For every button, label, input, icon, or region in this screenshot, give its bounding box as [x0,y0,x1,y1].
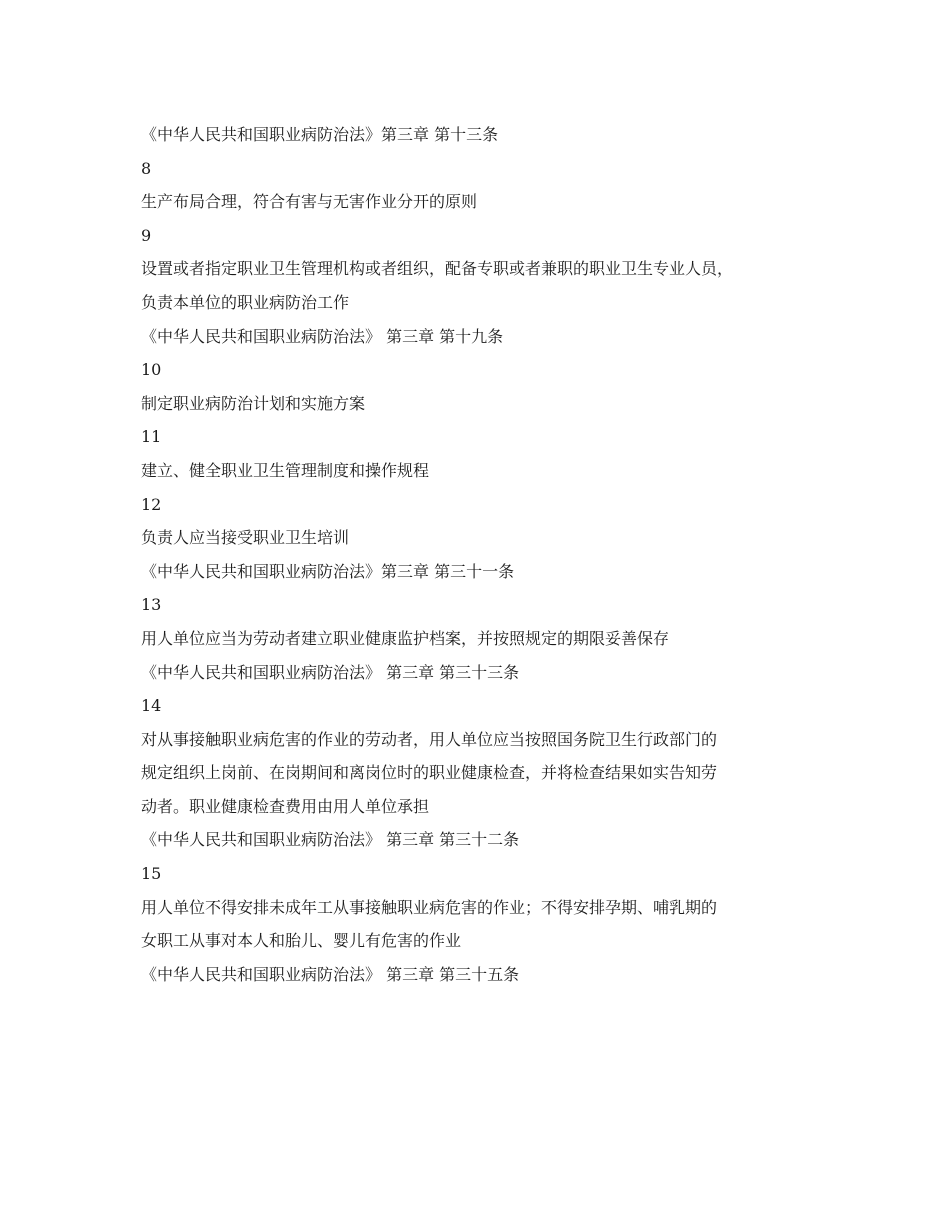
requirement-text: 建立、健全职业卫生管理制度和操作规程 [141,460,430,480]
requirement-text: 制定职业病防治计划和实施方案 [141,393,366,413]
item-number: 8 [141,158,152,178]
document-page [141,118,841,991]
requirement-text: 负责人应当接受职业卫生培训 [141,528,350,548]
item-number: 15 [141,864,162,884]
item-number: 10 [141,360,162,380]
law-citation: 《中华人民共和国职业病防治法》 第三章 第三十五条 [141,964,520,984]
law-citation: 《中华人民共和国职业病防治法》第三章 第三十一条 [141,561,515,581]
law-citation: 《中华人民共和国职业病防治法》 第三章 第十九条 [141,326,504,346]
item-number: 13 [141,595,162,615]
item-number: 9 [141,225,152,245]
law-citation: 《中华人民共和国职业病防治法》 第三章 第三十二条 [141,830,520,850]
item-number: 14 [141,696,162,716]
item-number: 11 [141,427,162,447]
item-number: 12 [141,494,162,514]
law-citation: 《中华人民共和国职业病防治法》 第三章 第三十三条 [141,662,520,682]
requirement-text: 设置或者指定职业卫生管理机构或者组织，配备专职或者兼职的职业卫生专业人员， [141,259,734,279]
law-citation: 《中华人民共和国职业病防治法》第三章 第十三条 [141,125,499,144]
requirement-text: 生产布局合理，符合有害与无害作业分开的原则 [141,192,478,212]
requirement-text: 用人单位不得安排未成年工从事接触职业病危害的作业；不得安排孕期、哺乳期的 [141,897,718,917]
requirement-text: 女职工从事对本人和胎儿、婴儿有危害的作业 [141,931,462,951]
requirement-text: 用人单位应当为劳动者建立职业健康监护档案，并按照规定的期限妥善保存 [141,628,670,648]
requirement-text: 对从事接触职业病危害的作业的劳动者，用人单位应当按照国务院卫生行政部门的 [141,729,718,749]
requirement-text: 负责本单位的职业病防治工作 [141,292,350,312]
requirement-text: 动者。职业健康检查费用由用人单位承担 [141,796,430,816]
requirement-text: 规定组织上岗前、在岗期间和离岗位时的职业健康检查，并将检查结果如实告知劳 [141,763,718,783]
